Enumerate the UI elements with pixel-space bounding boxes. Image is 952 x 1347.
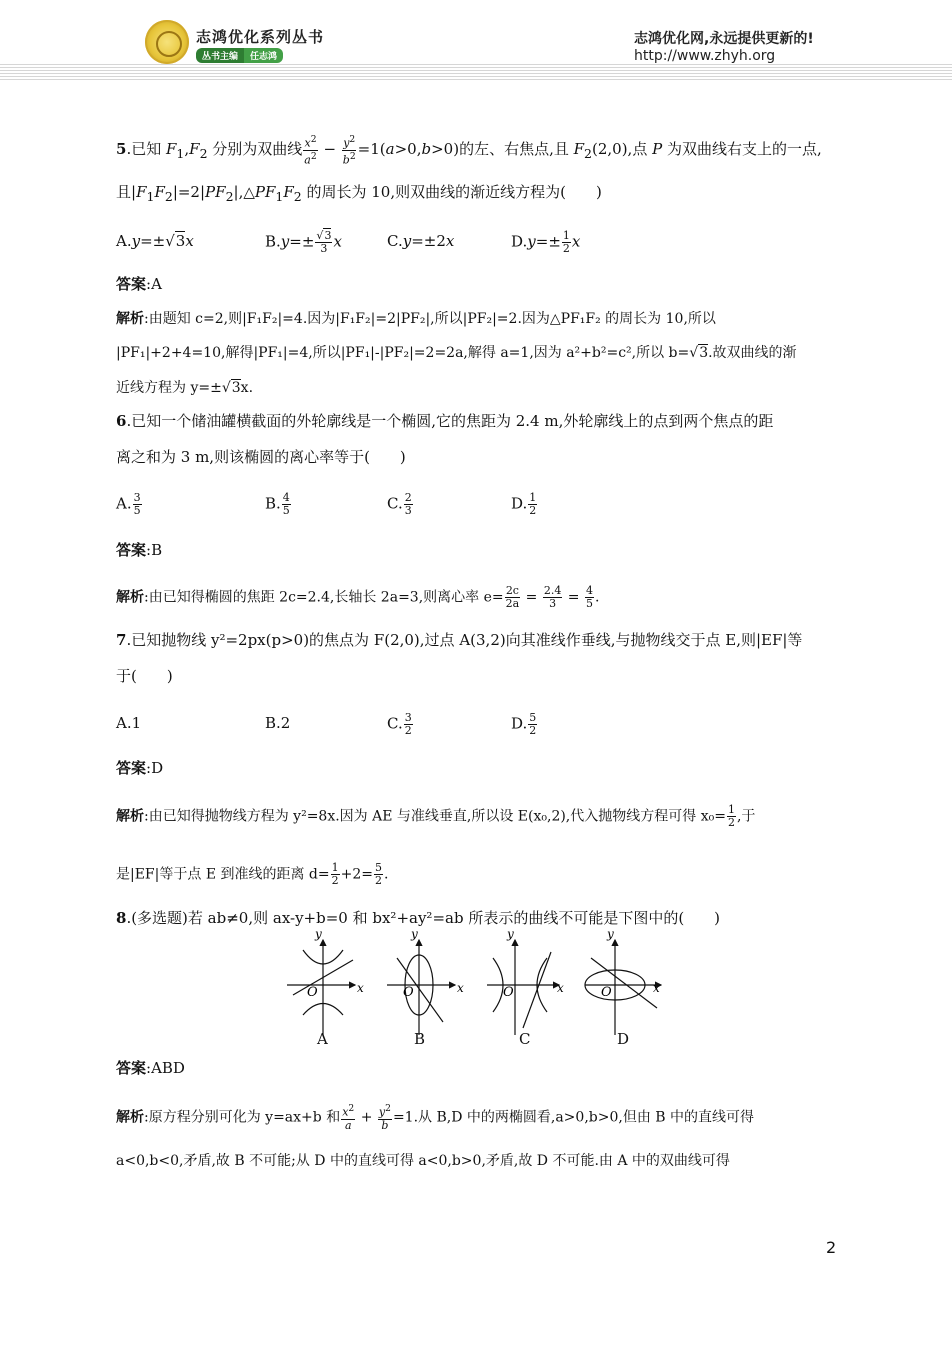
publisher-logo-icon bbox=[145, 20, 189, 64]
svg-text:O: O bbox=[307, 985, 318, 1000]
q7-analysis-line1: 解析:由已知得抛物线方程为 y²=8x.因为 AE 与准线垂直,所以设 E(x₀,2),代入抛物线方程可得 x₀= $\frac{1}{2}$ ,于 bbox=[116, 803, 756, 829]
q8-label-a: A bbox=[317, 1030, 328, 1048]
q8-graph-a bbox=[287, 940, 355, 1035]
q6-stem-line2: 离之和为 3 m,则该椭圆的离心率等于( ) bbox=[116, 448, 406, 466]
q6-option-a: A. $\frac{3}{5}$ bbox=[116, 491, 141, 517]
q8-graph-c bbox=[487, 940, 559, 1035]
q6-analysis: 解析:由已知得椭圆的焦距 2c=2.4,长轴长 2a=3,则离心率 e= $\frac{2c}{2a}$ = $\frac{2.4}{3}$ = $\frac{4}{5}$ . bbox=[116, 584, 600, 610]
q8-label-c: C bbox=[519, 1030, 531, 1048]
q6-option-b: B. $\frac{4}{5}$ bbox=[265, 491, 290, 517]
svg-text:x: x bbox=[457, 981, 464, 995]
q7-stem-line1: 7.已知抛物线 y²=2px(p>0)的焦点为 F(2,0),过点 A(3,2)向其准线作垂线,与抛物线交于点 E,则|EF|等 bbox=[116, 631, 803, 649]
q7-option-a: A.1 bbox=[116, 714, 142, 732]
tag-name: 任志鸿 bbox=[244, 48, 283, 63]
q8-analysis-line1: 解析:原方程分别可化为 y=ax+b 和 $\frac{x^2}{a}$ + $\frac{y^2}{b}$ =1.从 B,D 中的两椭圆看,a>0,b>0,但由 B 中的直线可得 bbox=[116, 1103, 755, 1132]
q5-stem-line2: 且$|F_1F_2|=2|PF_2|,\triangle PF_1F_2$ 的周长为 10,则双曲线的渐近线方程为( ) bbox=[116, 183, 602, 204]
header-slogan: 志鸿优化网,永远提供更新的! bbox=[634, 31, 814, 47]
svg-text:x: x bbox=[653, 981, 660, 995]
brand-tags bbox=[196, 48, 283, 63]
q5-answer: 答案:A bbox=[116, 275, 162, 293]
q8-answer: 答案:ABD bbox=[116, 1059, 185, 1077]
q8-graph-d bbox=[585, 940, 661, 1035]
q7-option-b: B.2 bbox=[265, 714, 291, 732]
svg-text:y: y bbox=[411, 930, 418, 941]
q5-analysis-line1: 解析:由题知 c=2,则|F₁F₂|=4.因为|F₁F₂|=2|PF₂|,所以|PF₂|=2.因为△PF₁F₂ 的周长为 10,所以 bbox=[116, 311, 716, 327]
tag-editor: 丛书主编 bbox=[196, 48, 244, 63]
q5-option-d: D.y=± $\frac{1}{2}$ x bbox=[511, 229, 581, 255]
q5-stem-line1: 5.已知 $F_1,F_2$ 分别为双曲线 $\frac{x^2}{a^2}$ − $\frac{y^2}{b^2}$ =1(a>0,b>0)的左、右焦点,且 $F_2(2,0)$,点 P 为双曲线右支上的一点, bbox=[116, 134, 822, 167]
q8-label-d: D bbox=[617, 1030, 630, 1048]
q5-option-b: B.y=± $\frac{√3}{3}$ x bbox=[265, 229, 342, 255]
svg-text:y: y bbox=[607, 930, 614, 941]
svg-text:x: x bbox=[557, 981, 564, 995]
q5-option-c: C.y=±2x bbox=[387, 232, 455, 250]
q7-answer: 答案:D bbox=[116, 759, 164, 777]
q7-option-c: C. $\frac{3}{2}$ bbox=[387, 711, 412, 737]
page-number: 2 bbox=[826, 1238, 837, 1257]
header-url[interactable]: http://www.zhyh.org bbox=[634, 48, 776, 64]
q8-analysis-line2: a<0,b<0,矛盾,故 B 不可能;从 D 中的直线可得 a<0,b>0,矛盾,故 D 不可能.由 A 中的双曲线可得 bbox=[116, 1153, 730, 1169]
q7-stem-line2: 于( ) bbox=[116, 667, 173, 685]
q7-option-d: D. $\frac{5}{2}$ bbox=[511, 711, 537, 737]
q6-option-d: D. $\frac{1}{2}$ bbox=[511, 491, 537, 517]
q5-option-a: A.y=±√3x bbox=[116, 232, 194, 250]
page-header bbox=[0, 0, 952, 95]
q7-analysis-line2: 是|EF|等于点 E 到准线的距离 d= $\frac{1}{2}$ +2= $\frac{5}{2}$ . bbox=[116, 861, 389, 887]
svg-text:y: y bbox=[315, 930, 322, 941]
q5-analysis-line2: |PF₁|+2+4=10,解得|PF₁|=4,所以|PF₁|-|PF₂|=2=2a,解得 a=1,因为 a²+b²=c²,所以 b=√3.故双曲线的渐 bbox=[116, 345, 797, 361]
svg-text:y: y bbox=[507, 930, 514, 941]
svg-text:O: O bbox=[403, 985, 414, 1000]
q6-answer: 答案:B bbox=[116, 541, 163, 559]
q6-option-c: C. $\frac{2}{3}$ bbox=[387, 491, 412, 517]
q8-graph-b bbox=[387, 940, 455, 1035]
q8-label-b: B bbox=[414, 1030, 426, 1048]
brand-title: 志鸿优化系列丛书 bbox=[196, 28, 325, 46]
q8-figure bbox=[285, 930, 665, 1050]
q5-analysis-line3: 近线方程为 y=±√3x. bbox=[116, 380, 254, 396]
q6-stem-line1: 6.已知一个储油罐横截面的外轮廓线是一个椭圆,它的焦距为 2.4 m,外轮廓线上的点到两个焦点的距 bbox=[116, 412, 774, 430]
q8-stem: 8.(多选题)若 ab≠0,则 ax-y+b=0 和 bx²+ay²=ab 所表示的曲线不可能是下图中的( ) bbox=[116, 909, 721, 927]
svg-text:O: O bbox=[503, 985, 514, 1000]
svg-text:x: x bbox=[357, 981, 364, 995]
svg-text:O: O bbox=[601, 985, 612, 1000]
header-divider bbox=[0, 64, 952, 82]
